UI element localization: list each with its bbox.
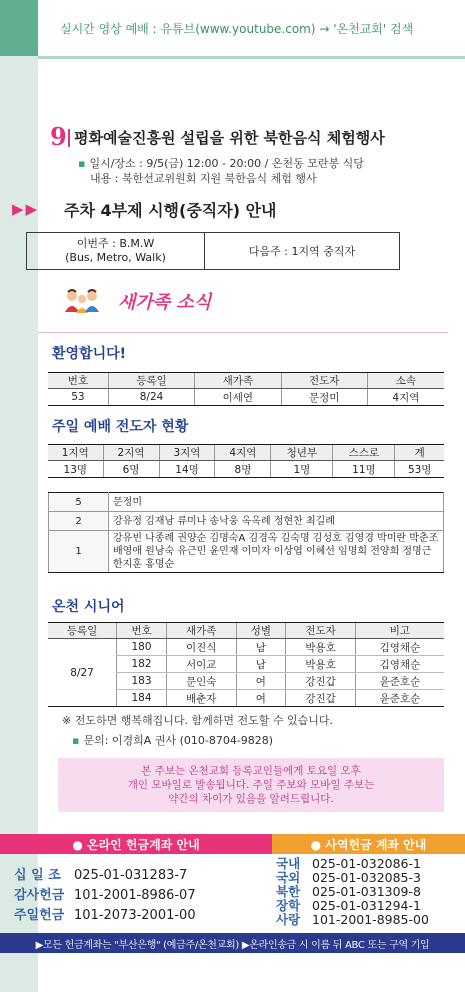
table-row (48, 461, 444, 478)
account-number: 025-01-031294-1 (312, 898, 421, 913)
column-header: 소속 (367, 373, 444, 389)
account-label: 국외 (276, 870, 301, 885)
senior-table (48, 622, 444, 707)
table-cell: 남 (236, 656, 286, 673)
table-cell: 182 (117, 656, 167, 673)
column-header: 3지역 (159, 445, 215, 461)
table-cell: 배춘자 (166, 690, 236, 707)
account-number: 101-2001-8986-07 (74, 888, 196, 903)
evangelism-count: 5 (49, 493, 109, 512)
table-cell: 1명 (271, 461, 333, 478)
youtube-banner: 실시간 영상 예배 : 유튜브(www.youtube.com) → '온천교회' 검색 (60, 22, 414, 36)
table-row (49, 493, 444, 512)
family-icon (62, 288, 102, 314)
table-cell: 윤준호순 (355, 673, 444, 690)
account-number: 101-2001-8985-00 (312, 912, 429, 927)
table-row (49, 512, 444, 531)
account-row (14, 884, 196, 904)
account-row (276, 885, 429, 899)
title-bar (68, 129, 70, 147)
table-row (48, 389, 444, 406)
table-cell: 8/24 (108, 389, 194, 406)
column-header: 청년부 (271, 445, 333, 461)
bullet-icon: ▪ (78, 157, 86, 170)
mission-account-header: ● 사역헌금 계좌 안내 (272, 834, 465, 854)
table-cell: 서이교 (166, 656, 236, 673)
top-divider (38, 56, 465, 59)
welcome-table (48, 372, 444, 406)
contact-note: ▪ 문의: 이경희A 권사 (010-8704-9828) (72, 734, 274, 747)
account-label: 북한 (276, 884, 301, 899)
evangelist-names: 문정미 (109, 493, 444, 512)
column-header: 새가족 (195, 373, 281, 389)
column-header: 등록일 (108, 373, 194, 389)
parking-title: 주차 4부제 시행(중직자) 안내 (64, 201, 277, 220)
column-header: 전도자 (281, 373, 367, 389)
account-label: 주일헌금 (14, 908, 65, 923)
evangelism-count: 2 (49, 512, 109, 531)
table-cell: 박용호 (286, 656, 356, 673)
account-number: 025-01-031283-7 (74, 868, 188, 883)
account-label: 십 일 조 (14, 868, 61, 883)
parking-box (26, 232, 400, 270)
evangelist-names-table (48, 492, 444, 573)
announcement-title: 평화예술진흥원 설립을 위한 북한음식 체험행사 (74, 129, 385, 147)
registration-date: 8/27 (48, 639, 117, 707)
table-cell: 180 (117, 639, 167, 656)
mobile-notice: 본 주보는 온천교회 등록교인들에게 토요일 오후 개인 모바일로 발송됩니다. 주일 주보와 모바일 주보는 약간의 차이가 있음을 알려드립니다. (58, 758, 444, 812)
account-row (14, 904, 196, 924)
table-cell: 53명 (395, 461, 444, 478)
table-cell: 13명 (48, 461, 103, 478)
account-row (276, 899, 429, 913)
column-header: 계 (395, 445, 444, 461)
announcement-number: 9 (50, 122, 67, 151)
table-cell: 문정미 (281, 389, 367, 406)
account-number: 025-01-032085-3 (312, 870, 421, 885)
evangelist-status-title: 주일 예배 전도자 현황 (52, 419, 189, 435)
footer-bar: ▶모든 헌금계좌는 "부산은행" (예금주/온천교회) ▶온라인송금 시 이름 뒤 ABC 또는 구역 기입 (0, 933, 465, 953)
column-header: 등록일 (48, 623, 117, 639)
table-cell: 윤준호순 (355, 690, 444, 707)
evangelist-status-table (48, 444, 444, 478)
account-number: 025-01-031309-8 (312, 884, 421, 899)
column-header: 전도자 (286, 623, 356, 639)
table-cell: 여 (236, 690, 286, 707)
table-cell: 184 (117, 690, 167, 707)
table-cell: 문인숙 (166, 673, 236, 690)
column-header: 스스로 (333, 445, 395, 461)
table-cell: 183 (117, 673, 167, 690)
evangelist-names: 강유빈 나종례 권양순 김명숙A 김경옥 김숙명 김성호 김영경 박미란 박춘조 배영애 원남숙 유근민 윤민재 이미자 이상엽 이혜선 임명희 전양희 정명근 한지훈 홍명순 (109, 531, 444, 573)
account-row (276, 913, 429, 927)
table-row (49, 531, 444, 573)
table-cell: 김영채순 (355, 639, 444, 656)
this-week-cell: 이번주 : B.M.W (Bus, Metro, Walk) (27, 233, 205, 269)
table-cell: 14명 (159, 461, 215, 478)
account-label: 장학 (276, 898, 301, 913)
new-family-header (62, 286, 262, 316)
top-corner-block (0, 0, 38, 56)
welcome-title: 환영합니다! (52, 346, 127, 362)
table-row (48, 639, 444, 656)
account-label: 국내 (276, 856, 301, 871)
column-header: 번호 (48, 373, 108, 389)
announcement-detail-2: 내용 : 북한선교위원회 지원 북한음식 체험 행사 (90, 172, 317, 185)
announcement-detail-1: ▪ 일시/장소 : 9/5(금) 12:00 - 20:00 / 온천동 모란봉 식당 (78, 157, 364, 170)
column-header: 1지역 (48, 445, 103, 461)
table-cell: 남 (236, 639, 286, 656)
table-cell: 김영채순 (355, 656, 444, 673)
bullet-icon: ▪ (72, 734, 80, 747)
account-number: 025-01-032086-1 (312, 856, 421, 871)
account-label: 감사헌금 (14, 888, 65, 903)
column-header: 2지역 (103, 445, 159, 461)
column-header: 4지역 (215, 445, 271, 461)
table-cell: 11명 (333, 461, 395, 478)
table-cell: 여 (236, 673, 286, 690)
next-week-cell: 다음주 : 1지역 중직자 (248, 245, 356, 258)
section-divider (38, 332, 448, 333)
new-family-title: 새가족 소식 (118, 292, 212, 313)
table-cell: 이진식 (166, 639, 236, 656)
column-header: 번호 (117, 623, 167, 639)
online-accounts (14, 864, 196, 924)
account-row (14, 864, 196, 884)
online-account-header: ● 온라인 헌금계좌 안내 (0, 834, 272, 854)
account-row (276, 871, 429, 885)
table-cell: 박용호 (286, 639, 356, 656)
column-header: 새가족 (166, 623, 236, 639)
evangelism-count: 1 (49, 531, 109, 573)
evangelism-note: ※ 전도하면 행복해집니다. 함께하면 전도할 수 있습니다. (62, 714, 333, 727)
table-cell: 강진갑 (286, 690, 356, 707)
senior-title: 온천 시니어 (52, 599, 125, 615)
account-label: 사랑 (276, 912, 301, 927)
mission-accounts (276, 857, 429, 927)
table-cell: 4지역 (367, 389, 444, 406)
evangelist-names: 강유정 김재남 류미나 송낙웅 옥옥례 정현찬 최길례 (109, 512, 444, 531)
account-row (276, 857, 429, 871)
table-cell: 이세연 (195, 389, 281, 406)
double-arrow-icon: ▶▶ (12, 200, 40, 218)
account-number: 101-2073-2001-00 (74, 908, 196, 923)
table-cell: 강진갑 (286, 673, 356, 690)
column-header: 비고 (355, 623, 444, 639)
table-cell: 8명 (215, 461, 271, 478)
column-header: 성별 (236, 623, 286, 639)
table-cell: 6명 (103, 461, 159, 478)
table-cell: 53 (48, 389, 108, 406)
